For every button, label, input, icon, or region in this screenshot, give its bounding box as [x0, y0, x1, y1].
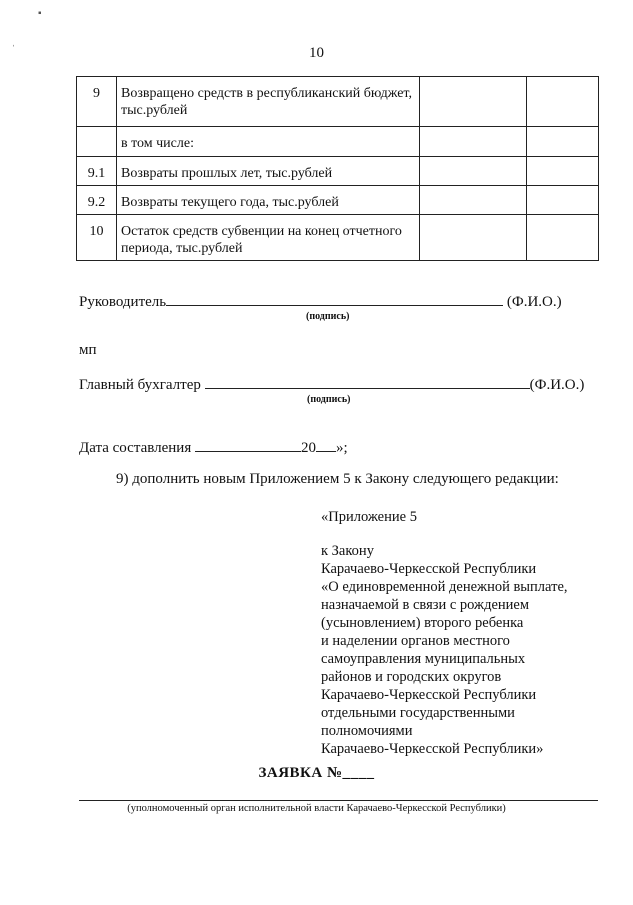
row-number: 9 [77, 77, 117, 127]
date-blank[interactable] [195, 438, 301, 452]
amendment-text: 9) дополнить новым Приложением 5 к Закону следующего редакции: [116, 471, 559, 487]
row-number [77, 127, 117, 157]
signature-blank[interactable] [166, 292, 503, 306]
row-label: Возвраты прошлых лет, тыс.рублей [117, 157, 420, 186]
value-cell [420, 215, 527, 261]
director-signature-line [79, 292, 562, 311]
table-row [77, 77, 599, 127]
annex-line: полномочиями [321, 723, 413, 739]
accountant-fio: (Ф.И.О.) [529, 377, 585, 393]
annex-heading [321, 508, 621, 758]
page-number: 10 [309, 45, 324, 61]
scan-mark: ˌ [12, 36, 16, 47]
director-fio: (Ф.И.О.) [506, 294, 562, 310]
signature-caption: (подпись) [307, 394, 351, 405]
annex-line: «О единовременной денежной выплате, [321, 579, 568, 595]
row-label: Возвращено средств в республиканский бюджет, тыс.рублей [117, 77, 420, 127]
value-cell [527, 77, 599, 127]
annex-line: и наделении органов местного [321, 633, 510, 649]
scan-mark: ▪ [38, 8, 42, 19]
row-number: 10 [77, 215, 117, 261]
row-label: Остаток средств субвенции на конец отчетного периода, тыс.рублей [117, 215, 420, 261]
signature-blank[interactable] [205, 375, 530, 389]
row-label: в том числе: [117, 127, 420, 157]
table-row [77, 186, 599, 215]
table-row [77, 215, 599, 261]
annex-line: Карачаево-Черкесской Республики [321, 561, 537, 577]
year-blank[interactable] [316, 438, 336, 452]
annex-line: назначаемой в связи с рождением [321, 597, 530, 613]
annex-line: самоуправления муниципальных [321, 651, 526, 667]
value-cell [420, 77, 527, 127]
table-row [77, 127, 599, 157]
annex-line: районов и городских округов [321, 669, 502, 685]
annex-line: Карачаево-Черкесской Республики [321, 687, 537, 703]
value-cell [527, 215, 599, 261]
annex-line: к Закону [321, 543, 374, 559]
report-table [76, 76, 599, 261]
value-cell [420, 157, 527, 186]
stamp-placeholder: мп [79, 342, 97, 358]
annex-line: Карачаево-Черкесской Республики» [321, 741, 544, 757]
value-cell [527, 157, 599, 186]
date-year: 20 [300, 440, 316, 456]
accountant-signature-line [79, 375, 584, 394]
director-label: Руководитель [79, 294, 167, 310]
date-line [79, 438, 348, 457]
annex-title: «Приложение 5 [321, 509, 417, 525]
annex-line: отдельными государственными [321, 705, 515, 721]
row-label: Возвраты текущего года, тыс.рублей [117, 186, 420, 215]
date-end: »; [335, 440, 348, 456]
application-title: ЗАЯВКА №____ [258, 765, 375, 781]
value-cell [420, 186, 527, 215]
table-row [77, 157, 599, 186]
accountant-label: Главный бухгалтер [79, 377, 201, 393]
value-cell [420, 127, 527, 157]
row-number: 9.2 [77, 186, 117, 215]
annex-line: (усыновлением) второго ребенка [321, 615, 524, 631]
row-number: 9.1 [77, 157, 117, 186]
authority-caption: (уполномоченный орган исполнительной власти Карачаево-Черкесской Республики) [127, 803, 506, 814]
value-cell [527, 127, 599, 157]
signature-caption: (подпись) [306, 311, 350, 322]
value-cell [527, 186, 599, 215]
date-label: Дата составления [79, 440, 192, 456]
authority-blank-line[interactable] [79, 800, 598, 801]
